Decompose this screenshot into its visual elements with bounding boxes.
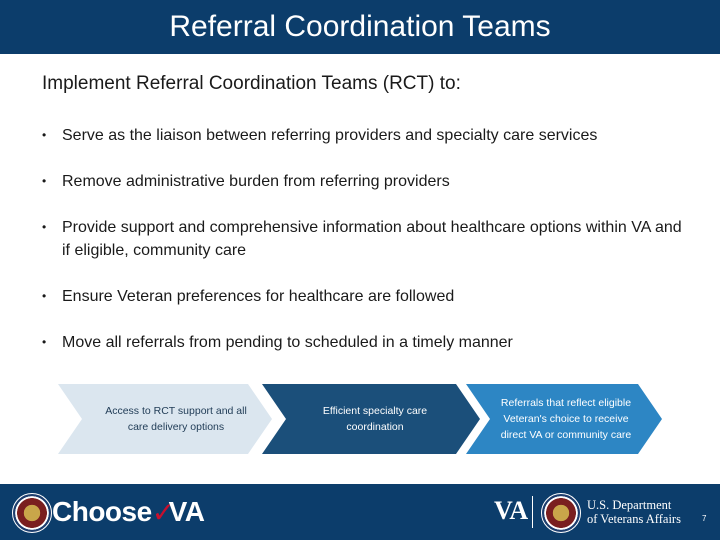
bullet-text: Remove administrative burden from referring providers	[62, 173, 450, 190]
page-number: 7	[702, 514, 707, 523]
va-seal-icon	[541, 493, 581, 533]
step-line: Referrals that reflect eligible	[500, 397, 632, 409]
bullet-list	[38, 124, 688, 354]
department-name	[587, 498, 681, 526]
intro-text: Implement Referral Coordination Teams (RCT) to:	[42, 73, 461, 94]
bullet-text: Move all referrals from pending to scheduled in a timely manner	[62, 334, 513, 351]
process-chevron-diagram	[58, 384, 662, 454]
footer-divider	[532, 496, 533, 528]
dept-line: U.S. Department	[587, 498, 672, 512]
step-line: coordination	[346, 421, 404, 433]
step-line: Access to RCT support and all	[105, 405, 247, 417]
bullet-dot: •	[42, 174, 47, 188]
bullet-item	[38, 124, 688, 147]
footer-bar	[0, 484, 720, 540]
bullet-dot: •	[42, 335, 47, 349]
va-wordmark: VA	[494, 496, 529, 525]
bullet-text: Ensure Veteran preferences for healthcare are followed	[62, 288, 455, 305]
title-bar	[0, 0, 720, 54]
bullet-item	[38, 285, 688, 308]
logo-va-text: VA	[168, 496, 205, 527]
bullet-text: Provide support and comprehensive information about healthcare options within VA and if eligible, community care	[62, 219, 682, 259]
bullet-text: Serve as the liaison between referring providers and specialty care services	[62, 127, 598, 144]
bullet-dot: •	[42, 289, 47, 303]
bullet-dot: •	[42, 128, 47, 142]
logo-text: Choose	[52, 496, 152, 527]
bullet-item	[38, 170, 688, 193]
step-line: Efficient specialty care	[322, 405, 428, 417]
choose-va-logo	[52, 494, 204, 530]
va-seal-icon	[12, 493, 52, 533]
step-line: Veteran's choice to receive	[503, 413, 629, 425]
chevron-step-3-text	[486, 384, 646, 454]
step-line: direct VA or community care	[500, 429, 632, 441]
checkmark-icon: ✓	[151, 496, 175, 528]
chevron-step-2-text	[290, 384, 460, 454]
bullet-dot: •	[42, 220, 47, 234]
step-line: care delivery options	[127, 421, 225, 433]
bullet-item	[38, 331, 688, 354]
dept-line: of Veterans Affairs	[587, 512, 681, 526]
bullet-item	[38, 216, 688, 262]
chevron-step-1-text	[86, 384, 266, 454]
page-title: Referral Coordination Teams	[169, 10, 551, 43]
